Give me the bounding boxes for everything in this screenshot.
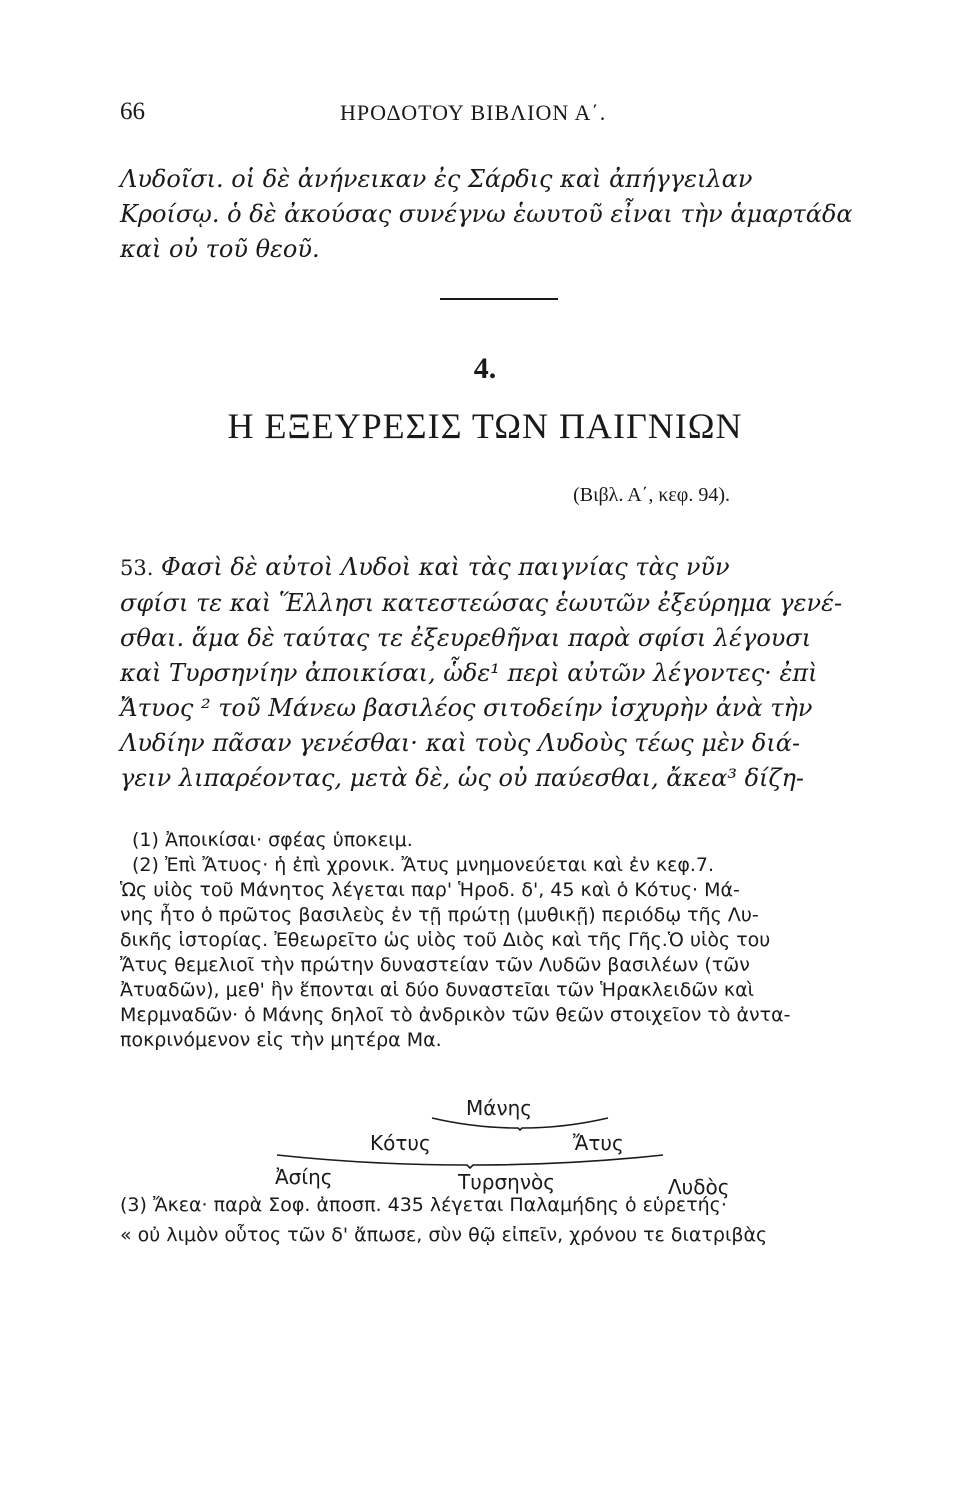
genealogy-grandchild: Τυρσηνὸς	[458, 1170, 555, 1194]
text-line: καὶ οὐ τοῦ θεοῦ.	[120, 235, 320, 263]
text-line: καὶ Τυρσηνίην ἀποικίσαι, ὧδε¹ περὶ αὐτῶν λέγοντες· ἐπὶ	[120, 659, 818, 687]
footnote-line: δικῆς ἱστορίας. Ἐθεωρεῖτο ὡς υἱὸς τοῦ Διὸς καὶ τῆς Γῆς.Ὁ υἱὸς του	[120, 929, 771, 951]
brace-root	[430, 1116, 610, 1132]
text-line-content: Φασὶ δὲ αὐτοὶ Λυδοὶ καὶ τὰς παιγνίας τὰς νῦν	[161, 553, 730, 581]
footnote-line: ποκρινόμενον εἰς τὴν μητέρα Μα.	[120, 1029, 442, 1051]
text-line	[120, 550, 910, 586]
genealogy-grandchild: Ἀσίης	[275, 1165, 333, 1189]
text-line: Λυδίην πᾶσαν γενέσθαι· καὶ τοὺς Λυδοὺς τέως μὲν διά-	[120, 729, 801, 757]
footnote-line: Ἄτυς θεμελιοῖ τὴν πρώτην δυναστείαν τῶν Λυδῶν βασιλέων (τῶν	[120, 954, 750, 976]
page-number: 66	[120, 98, 145, 125]
source-reference: (Βιβλ. Α΄, κεφ. 94).	[573, 484, 730, 506]
running-title: ΗΡΟΔΟΤΟΥ ΒΙΒΛΙΟΝ Α΄.	[340, 100, 607, 125]
text-line: Κροίσῳ. ὁ δὲ ἀκούσας συνέγνω ἑωυτοῦ εἶναι τὴν ἁμαρτάδα	[120, 200, 853, 228]
footnote-line: (1) Ἀποικίσαι· σφέας ὑποκειμ.	[132, 829, 413, 851]
separator-rule	[440, 298, 558, 300]
top-text-block	[120, 162, 910, 267]
footnote-3	[120, 1190, 920, 1250]
section-number: 4.	[473, 352, 497, 385]
footnote-line: (3) Ἄκεα· παρὰ Σοφ. ἀποσπ. 435 λέγεται Παλαμήδης ὁ εὑρετής·	[120, 1194, 727, 1216]
text-line: Ἄτυος ² τοῦ Μάνεω βασιλέος σιτοδείην ἰσχυρὴν ἀνὰ τὴν	[120, 694, 813, 722]
footnote-line: (2) Ἐπὶ Ἄτυος· ἡ ἐπὶ χρονικ. Ἄτυς μνημονεύεται καὶ ἐν κεφ.7.	[132, 854, 715, 876]
genealogy-child: Κότυς	[370, 1131, 431, 1155]
section-title: Η ΕΞΕΥΡΕΣΙΣ ΤΩΝ ΠΑΙΓΝΙΩΝ	[227, 406, 743, 446]
paragraph-block	[120, 550, 910, 796]
genealogy-root: Μάνης	[466, 1096, 533, 1120]
footnote-line: Μερμναδῶν· ὁ Μάνης δηλοῖ τὸ ἀνδρικὸν τῶν θεῶν στοιχεῖον τὸ ἀντα-	[120, 1004, 791, 1026]
text-line: σφίσι τε καὶ Ἕλλησι κατεστεώσας ἑωυτῶν ἐξεύρημα γενέ-	[120, 589, 843, 617]
paragraph-number: 53.	[120, 556, 154, 580]
text-line: γειν λιπαρέοντας, μετὰ δὲ, ὡς οὐ παύεσθαι, ἄκεα³ δίζη-	[120, 764, 804, 792]
footnotes	[120, 828, 920, 1053]
genealogy-grandchild: Λυδὸς	[668, 1175, 730, 1199]
text-line: Λυδοῖσι. οἱ δὲ ἀνήνεικαν ἐς Σάρδις καὶ ἀπήγγειλαν	[120, 165, 753, 193]
footnote-line: « οὐ λιμὸν οὗτος τῶν δ' ἄπωσε, σὺν θῷ εἰπεῖν, χρόνου τε διατριβὰς	[120, 1224, 768, 1246]
text-line: σθαι. ἅμα δὲ ταύτας τε ἐξευρεθῆναι παρὰ σφίσι λέγουσι	[120, 624, 812, 652]
footnote-line: Ὡς υἱὸς τοῦ Μάνητος λέγεται παρ' Ἡροδ. δ', 45 καὶ ὁ Κότυς· Μά-	[120, 879, 740, 901]
footnote-line: Ἀτυαδῶν), μεθ' ἣν ἕπονται αἱ δύο δυναστεῖαι τῶν Ἡρακλειδῶν καὶ	[120, 979, 755, 1001]
brace-children	[275, 1153, 665, 1169]
footnote-line: νης ἦτο ὁ πρῶτος βασιλεὺς ἐν τῇ πρώτῃ (μυθικῇ) περιόδῳ τῆς Λυ-	[120, 904, 759, 926]
genealogy-child: Ἄτυς	[573, 1131, 624, 1155]
